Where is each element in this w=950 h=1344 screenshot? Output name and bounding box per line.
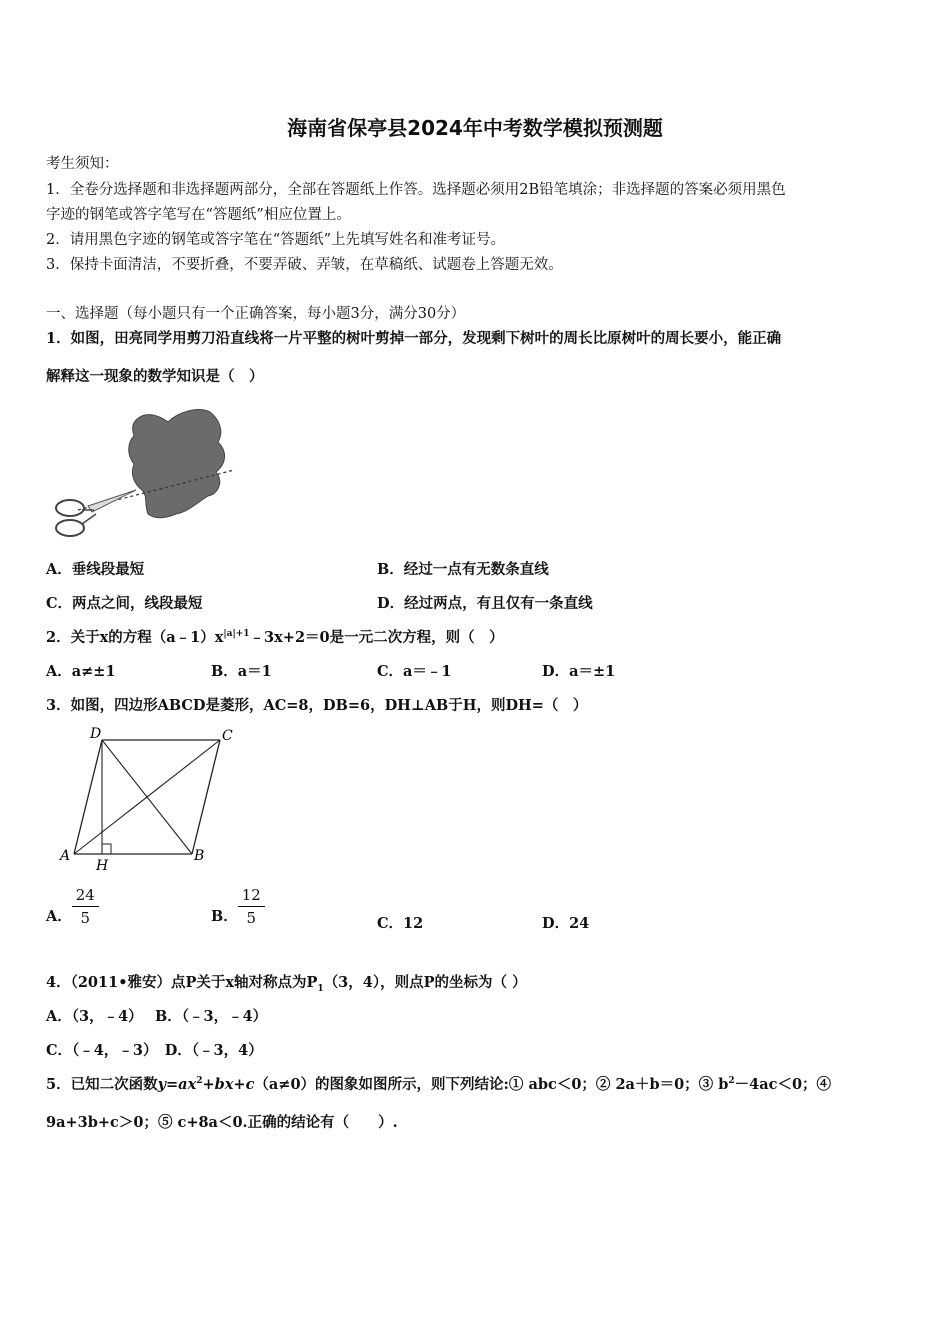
notice-item-3: 3．保持卡面清洁，不要折叠，不要弄破、弄皱，在草稿纸、试题卷上答题无效。 xyxy=(46,257,563,273)
question-5-line1: 5．已知二次函数$y=ax^2+bx+c(a\ne 0)$的图象如图所示，则下列结论:① abc＜0；② 2a＋b＝0；③ $b^2-4ac<0$；④ xyxy=(46,1076,832,1093)
q3-option-d: D．24 xyxy=(542,915,590,932)
side-ad xyxy=(74,740,102,854)
question-5-line2: 9a+3b+c＞0；⑤ c+8a＜0.正确的结论有（ ）. xyxy=(46,1114,398,1131)
notice-item-2: 2．请用黑色字迹的钢笔或答字笔在“答题纸”上先填写姓名和准考证号。 xyxy=(46,232,506,248)
q3-option-b: B． $\frac{12}{5}$ xyxy=(211,886,265,927)
section-heading: 一、选择题（每小题只有一个正确答案，每小题3分，满分30分） xyxy=(46,306,466,322)
q1-option-d: D．经过两点，有且仅有一条直线 xyxy=(377,595,593,612)
q2-option-b: B．a＝1 xyxy=(211,663,272,680)
question-2-stem: 2．关于x的方程$(a﹣1)x^{|a|+1}﹣3x+2=0$是一元二次方程，则（ ） xyxy=(46,629,504,646)
notice-heading: 考生须知： xyxy=(46,156,119,172)
q1-option-a: A．垂线段最短 xyxy=(46,561,145,578)
label-c: C xyxy=(222,728,233,744)
q4-options-ab: A．（3，﹣4） B．（﹣3，﹣4） xyxy=(46,1008,268,1025)
question-4-stem: 4．（2011•雅安）点P关于x轴对称点为$P_1(3$，4），则点P的坐标为（ ） xyxy=(46,974,527,994)
q3-option-b-fraction: $\frac{12}{5}$ xyxy=(238,886,265,927)
q2-option-d: D．a＝±1 xyxy=(542,663,616,680)
right-angle-mark xyxy=(102,844,111,854)
q1-option-b: B．经过一点有无数条直线 xyxy=(377,561,549,578)
q2-option-a: A．a≠±1 xyxy=(46,663,116,680)
scissors-blade xyxy=(88,490,136,512)
scissors-handle-1 xyxy=(56,500,84,516)
question-1-line2: 解释这一现象的数学知识是（ ） xyxy=(46,368,264,385)
q3-option-a-fraction: $\frac{24}{5}$ xyxy=(72,886,99,927)
q2-option-c: C．a＝﹣1 xyxy=(377,663,452,680)
leaf-scissors-figure xyxy=(48,402,238,544)
notice-item-1-line2: 字迹的钢笔或答字笔写在“答题纸”相应位置上。 xyxy=(46,207,351,223)
notice-item-1-line1: 1．全卷分选择题和非选择题两部分，全部在答题纸上作答。选择题必须用2B铅笔填涂；非选择题的答案必须用黑色 xyxy=(46,182,786,198)
page-title: 海南省保亭县2024年中考数学模拟预测题 xyxy=(287,116,663,140)
q3-option-c: C．12 xyxy=(377,915,424,932)
q3-option-a: A． $\frac{24}{5}$ xyxy=(46,886,99,927)
rhombus-figure xyxy=(56,722,246,874)
diagonal-db xyxy=(102,740,192,854)
side-bc xyxy=(192,740,220,854)
q4-options-cd: C．（﹣4，﹣3） D．（﹣3，4） xyxy=(46,1042,263,1059)
question-3-stem: 3．如图，四边形ABCD是菱形，AC=8，DB=6，DH⊥AB于H，则DH=（ ） xyxy=(46,697,588,714)
q1-option-c: C．两点之间，线段最短 xyxy=(46,595,203,612)
label-d: D xyxy=(90,726,102,742)
leaf-shape xyxy=(129,410,225,518)
label-h: H xyxy=(96,858,109,874)
question-1-line1: 1．如图，田亮同学用剪刀沿直线将一片平整的树叶剪掉一部分，发现剩下树叶的周长比原树叶的周长要小，能正确 xyxy=(46,330,782,347)
label-b: B xyxy=(194,848,205,864)
scissors-handle-2 xyxy=(56,520,84,536)
label-a: A xyxy=(60,848,71,864)
